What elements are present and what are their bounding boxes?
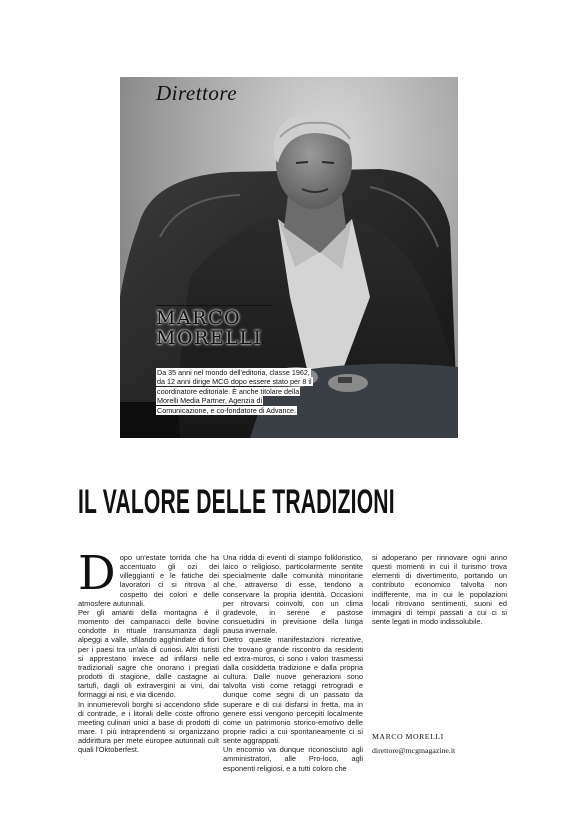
section-rubric: Direttore (156, 81, 238, 105)
article-paragraph: Un encomio va dunque riconosciuto agli amministratori, alle Pro-loco, agli esponenti religiosi, e a tutti coloro che (223, 745, 363, 773)
article-headline: IL VALORE DELLE TRADIZIONI (78, 483, 395, 521)
article-paragraph: Dietro queste manifestazioni ricreative, che trovano grande riscontro da residenti ed extra-muros, ci sono i valori trasmessi dalla cosiddetta tradizione e dalla propria cultura. Dalle nuove generazioni sono talvolta visti come retaggi retrogradi e dunque come segni di un passato da superare e di cui disfarsi in fretta, ma in genere essi vengono percepiti localmente come un patrimonio storico-emotivo delle proprie radici a cui spontaneamente ci si sente aggrappati. (223, 635, 363, 746)
article-paragraph: si adoperano per rinnovare ogni anno questi momenti in cui il turismo trova elementi di divertimento, portando un contributo economico talvolta non indifferente, ma in cui le popolazioni locali ritrovano sentimenti, suoni ed immagini di tempi passati a cui ci si sente legati in modo indissolubile. (372, 553, 507, 627)
article-paragraph: In innumerevoli borghi si accendono sfide di contrade, e i litorali delle coste offrono meeting culinari unici a base di prodotti di mare. I più intraprendenti si organizzano addirittura per mete europee autunnali cult quali l'Oktoberfest. (78, 699, 219, 755)
director-name-line2: MORELLI (156, 327, 263, 349)
name-top-rule (156, 305, 272, 306)
article-paragraph: Per gli amanti della montagna è il momento dei campanacci delle bovine condotte in rituale transumanza dagli alpeggi a valle, sfilando agghindate di fiori per i paesi tra un'ala di curiosi. Altri turisti si apprestano invece ad infilarsi nelle tradizionali sagre che onorano i pregiati prodotti di stagione, dalle castagne ai tartufi, dagli oli extravergini ai vini, dai formaggi ai risi, e via dicendo. (78, 607, 219, 700)
article-signature (372, 730, 512, 758)
signature-email-link[interactable]: direttore@mcgmagazine.it (372, 746, 456, 755)
article-paragraph (78, 546, 219, 608)
director-name (156, 305, 276, 348)
article-column-2 (223, 553, 363, 773)
article-column-1 (78, 546, 219, 755)
director-bio-text: Da 35 anni nel mondo dell'editoria, classe 1962, da 12 anni dirige MCG dopo essere stato per 8 il coordinatore editoriale. È anche titolare della Morelli Media Partner, Agenzia di Comunicazione, e co-fondatore di Advance. (157, 368, 312, 415)
director-portrait-photo (120, 77, 458, 438)
drop-cap: D (78, 546, 116, 601)
director-name-line1: MARCO (156, 307, 242, 329)
signature-name: MARCO MORELLI (372, 732, 444, 741)
article-paragraph: Una ridda di eventi di stampo folkloristico, laico o religioso, particolarmente sentite specialmente dalle comunità minoritarie che, attraverso di esse, tendono a conservare la propria identità. Occasioni per ritrovarsi coinvolti, con un clima gradevole, in serene e pastose consuetudini in previsione della lunga pausa invernale. (223, 553, 363, 636)
article-column-3 (372, 553, 507, 626)
article-paragraph-text: opo un'estate torrida che ha accentuato gli ozi dei villeggianti e le fatiche dei lavoratori ci si ritrova al cospetto dei colori e delle atmosfere autunnali. (78, 553, 219, 608)
director-bio (156, 368, 314, 415)
